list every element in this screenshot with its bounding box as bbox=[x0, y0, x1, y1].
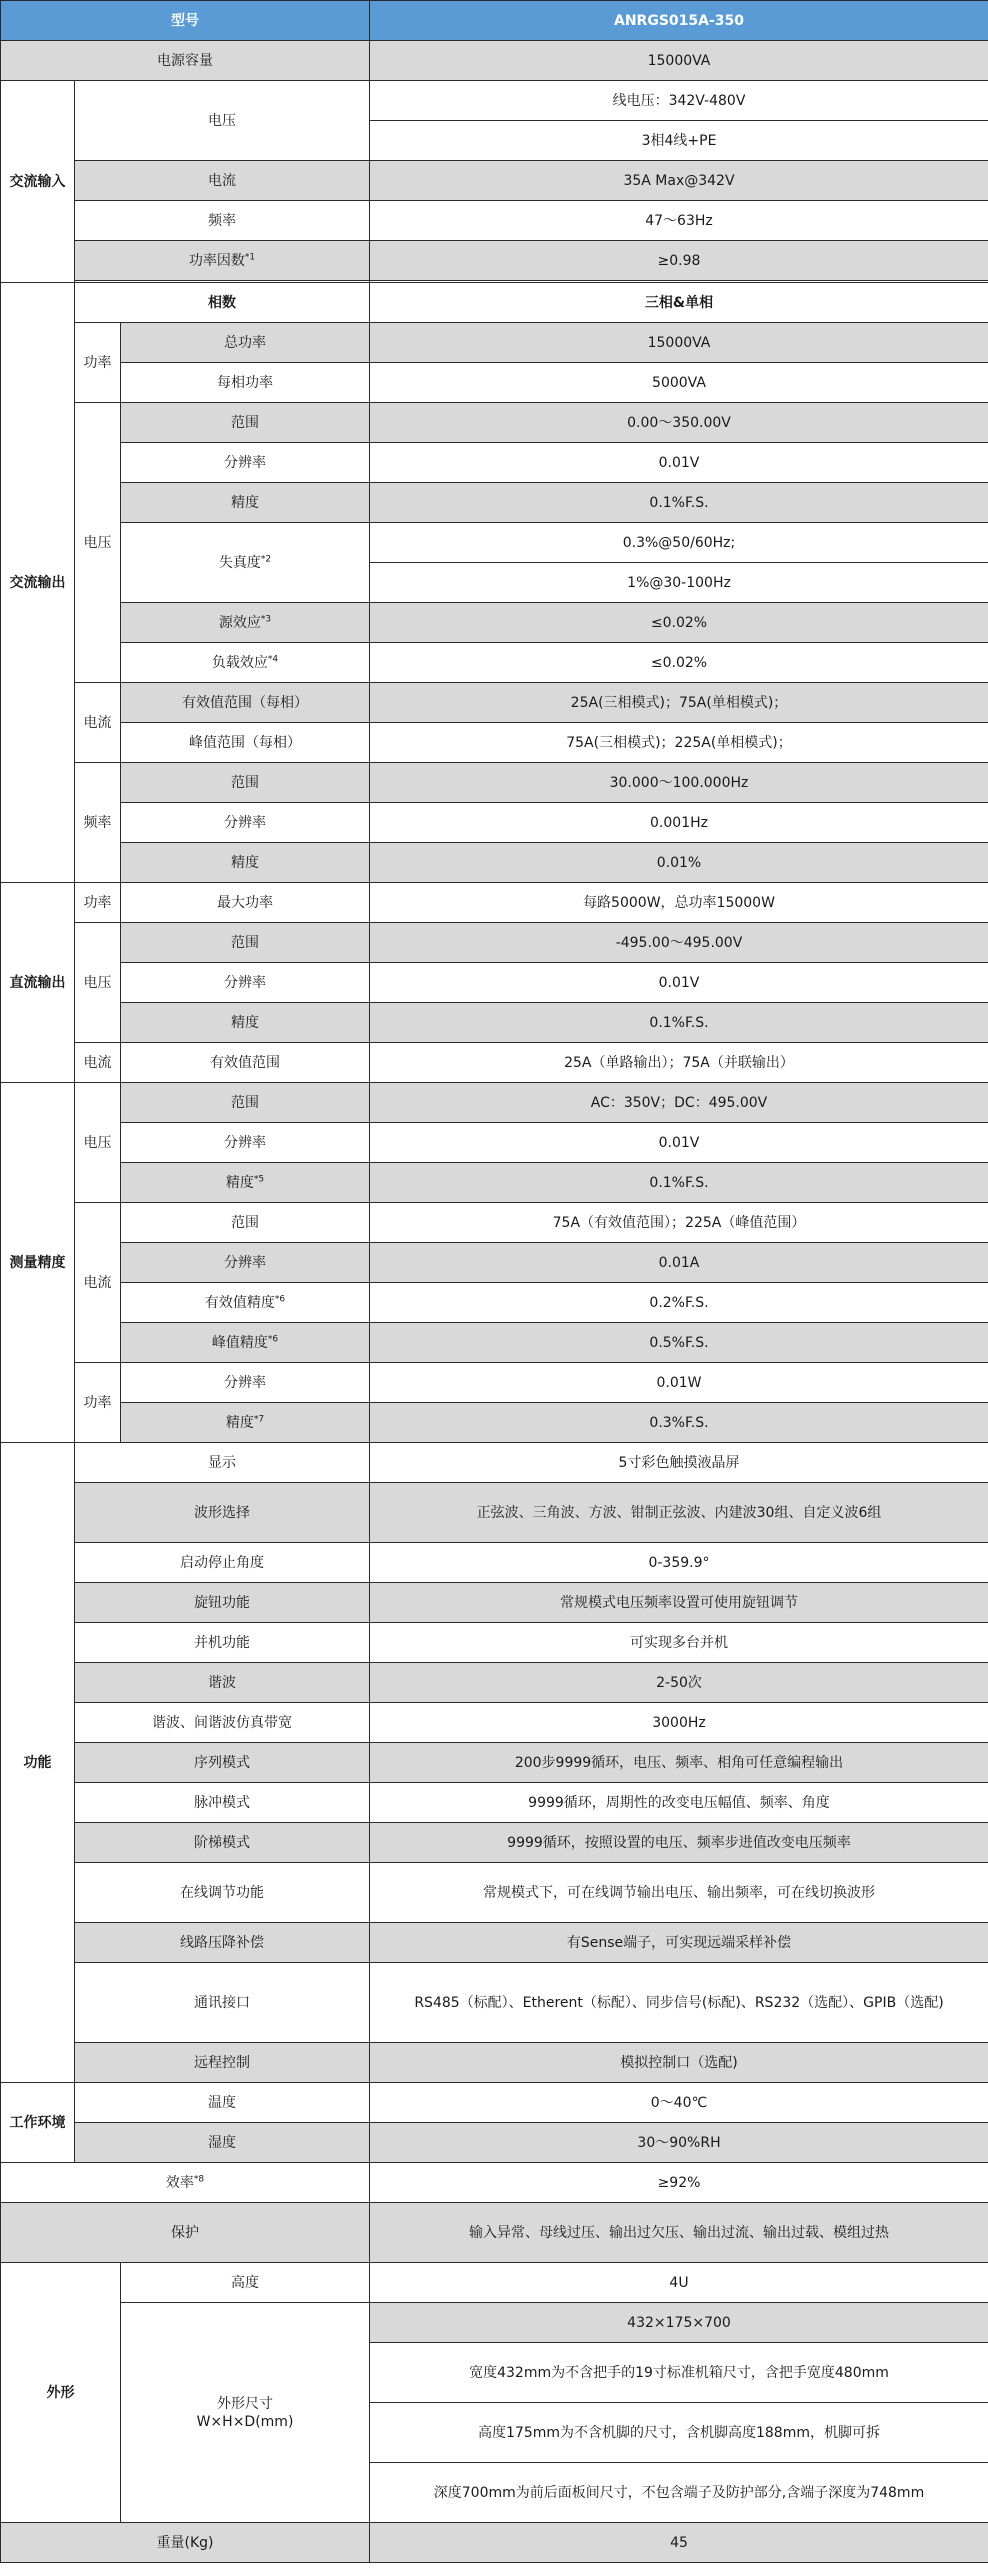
dc-output-voltage-label: 电压 bbox=[75, 923, 121, 1043]
meas-i-res-value: 0.01A bbox=[370, 1243, 988, 1283]
ac-input-pf-value: ≥0.98 bbox=[370, 241, 988, 281]
ac-input-current-label: 电流 bbox=[75, 161, 370, 201]
function-value: 9999循环，周期性的改变电压幅值、频率、角度 bbox=[370, 1783, 988, 1823]
ac-output-thd-value-2: 1%@30-100Hz bbox=[370, 563, 988, 603]
function-value: 可实现多台并机 bbox=[370, 1623, 988, 1663]
meas-v-range-value: AC：350V；DC：495.00V bbox=[370, 1083, 988, 1123]
dc-output-v-acc-value: 0.1%F.S. bbox=[370, 1003, 988, 1043]
ac-output-f-res-value: 0.001Hz bbox=[370, 803, 988, 843]
ac-output-phase-label: 相数 bbox=[75, 283, 370, 323]
table-row bbox=[1, 1743, 988, 1783]
ac-output-thd-value-1: 0.3%@50/60Hz; bbox=[370, 523, 988, 563]
dc-output-v-range-value: -495.00～495.00V bbox=[370, 923, 988, 963]
table-row bbox=[1, 2083, 988, 2123]
function-label: 显示 bbox=[75, 1443, 370, 1483]
table-row bbox=[1, 1123, 988, 1163]
table-row bbox=[1, 201, 988, 241]
table-row bbox=[1, 1323, 988, 1363]
dc-output-title: 直流输出 bbox=[1, 883, 75, 1083]
ac-output-load-reg-value: ≤0.02% bbox=[370, 643, 988, 683]
table-row bbox=[1, 1403, 988, 1443]
ac-input-title: 交流输入 bbox=[1, 81, 75, 283]
table-row bbox=[1, 1443, 988, 1483]
ac-input-current-value: 35A Max@342V bbox=[370, 161, 988, 201]
meas-i-range-value: 75A（有效值范围）；225A（峰值范围） bbox=[370, 1203, 988, 1243]
env-temp-value: 0～40℃ bbox=[370, 2083, 988, 2123]
dc-output-rms-label: 有效值范围 bbox=[121, 1043, 370, 1083]
function-label: 远程控制 bbox=[75, 2043, 370, 2083]
ac-output-v-acc-label: 精度 bbox=[121, 483, 370, 523]
meas-p-acc-value: 0.3%F.S. bbox=[370, 1403, 988, 1443]
table-row bbox=[1, 161, 988, 201]
ac-output-total-power-value: 15000VA bbox=[370, 323, 988, 363]
ac-output-f-acc-value: 0.01% bbox=[370, 843, 988, 883]
ac-output-rms-value: 25A(三相模式)；75A(单相模式)； bbox=[370, 683, 988, 723]
meas-current-label: 电流 bbox=[75, 1203, 121, 1363]
table-row bbox=[1, 241, 988, 281]
ac-output-f-acc-label: 精度 bbox=[121, 843, 370, 883]
table-row bbox=[1, 1003, 988, 1043]
dc-output-v-acc-label: 精度 bbox=[121, 1003, 370, 1043]
function-label: 启动停止角度 bbox=[75, 1543, 370, 1583]
meas-voltage-label: 电压 bbox=[75, 1083, 121, 1203]
appearance-height-value: 4U bbox=[370, 2263, 988, 2303]
table-row bbox=[1, 1283, 988, 1323]
protection-label: 保护 bbox=[1, 2203, 370, 2263]
table-row bbox=[1, 1923, 988, 1963]
dc-output-max-power-label: 最大功率 bbox=[121, 883, 370, 923]
appearance-width-note: 宽度432mm为不含把手的19寸标准机箱尺寸，含把手宽度480mm bbox=[370, 2343, 988, 2403]
table-row bbox=[1, 763, 988, 803]
function-label: 谐波 bbox=[75, 1663, 370, 1703]
function-label: 通讯接口 bbox=[75, 1963, 370, 2043]
meas-v-res-label: 分辨率 bbox=[121, 1123, 370, 1163]
meas-v-res-value: 0.01V bbox=[370, 1123, 988, 1163]
table-row bbox=[1, 41, 988, 81]
dc-output-max-power-value: 每路5000W，总功率15000W bbox=[370, 883, 988, 923]
ac-input-voltage-value-2: 3相4线+PE bbox=[370, 121, 988, 161]
meas-i-res-label: 分辨率 bbox=[121, 1243, 370, 1283]
ac-output-freq-label: 频率 bbox=[75, 763, 121, 883]
ac-output-peak-label: 峰值范围（每相） bbox=[121, 723, 370, 763]
appearance-depth-note: 深度700mm为前后面板间尺寸，不包含端子及防护部分,含端子深度为748mm bbox=[370, 2463, 988, 2523]
meas-v-acc-label: 精度$^{*5}$ bbox=[121, 1163, 370, 1203]
appearance-size-label: 外形尺寸 W×H×D(mm) bbox=[121, 2303, 370, 2523]
function-label: 并机功能 bbox=[75, 1623, 370, 1663]
dc-output-v-range-label: 范围 bbox=[121, 923, 370, 963]
meas-i-rms-acc-value: 0.2%F.S. bbox=[370, 1283, 988, 1323]
ac-output-total-power-label: 总功率 bbox=[121, 323, 370, 363]
table-row bbox=[1, 2203, 988, 2263]
table-row bbox=[1, 81, 988, 121]
ac-output-rms-label: 有效值范围（每相） bbox=[121, 683, 370, 723]
header-model-label: 型号 bbox=[1, 1, 370, 41]
table-row bbox=[1, 1203, 988, 1243]
weight-label: 重量(Kg) bbox=[1, 2523, 370, 2563]
ac-output-f-range-label: 范围 bbox=[121, 763, 370, 803]
function-label: 线路压降补偿 bbox=[75, 1923, 370, 1963]
dc-output-v-res-label: 分辨率 bbox=[121, 963, 370, 1003]
env-temp-label: 温度 bbox=[75, 2083, 370, 2123]
function-label: 脉冲模式 bbox=[75, 1783, 370, 1823]
table-row bbox=[1, 1163, 988, 1203]
dc-output-power-label: 功率 bbox=[75, 883, 121, 923]
table-row bbox=[1, 363, 988, 403]
function-label: 在线调节功能 bbox=[75, 1863, 370, 1923]
table-row bbox=[1, 643, 988, 683]
appearance-title: 外形 bbox=[1, 2263, 121, 2523]
ac-output-v-res-label: 分辨率 bbox=[121, 443, 370, 483]
table-row bbox=[1, 1083, 988, 1123]
table-row bbox=[1, 1663, 988, 1703]
table-row bbox=[1, 843, 988, 883]
table-row bbox=[1, 443, 988, 483]
ac-input-freq-label: 频率 bbox=[75, 201, 370, 241]
table-row bbox=[1, 2523, 988, 2563]
function-value: 常规模式电压频率设置可使用旋钮调节 bbox=[370, 1583, 988, 1623]
meas-i-range-label: 范围 bbox=[121, 1203, 370, 1243]
ac-input-freq-value: 47～63Hz bbox=[370, 201, 988, 241]
meas-p-res-label: 分辨率 bbox=[121, 1363, 370, 1403]
function-value: 正弦波、三角波、方波、钳制正弦波、内建波30组、自定义波6组 bbox=[370, 1483, 988, 1543]
ac-output-load-reg-label: 负载效应$^{*4}$ bbox=[121, 643, 370, 683]
functions-title: 功能 bbox=[1, 1443, 75, 2083]
function-value: 模拟控制口（选配) bbox=[370, 2043, 988, 2083]
table-row bbox=[1, 2123, 988, 2163]
function-label: 谐波、间谐波仿真带宽 bbox=[75, 1703, 370, 1743]
efficiency-label: 效率$^{*8}$ bbox=[1, 2163, 370, 2203]
meas-i-peak-acc-value: 0.5%F.S. bbox=[370, 1323, 988, 1363]
measurement-title: 测量精度 bbox=[1, 1083, 75, 1443]
ac-output-line-reg-label: 源效应$^{*3}$ bbox=[121, 603, 370, 643]
ac-output-power-label: 功率 bbox=[75, 323, 121, 403]
table-row bbox=[1, 963, 988, 1003]
ac-output-line-reg-value: ≤0.02% bbox=[370, 603, 988, 643]
function-value: RS485（标配）、Etherent（标配）、同步信号(标配)、RS232（选配）、GPIB（选配) bbox=[370, 1963, 988, 2043]
appearance-height-note: 高度175mm为不含机脚的尺寸，含机脚高度188mm，机脚可拆 bbox=[370, 2403, 988, 2463]
meas-v-range-label: 范围 bbox=[121, 1083, 370, 1123]
ac-output-f-range-value: 30.000～100.000Hz bbox=[370, 763, 988, 803]
table-row bbox=[1, 1823, 988, 1863]
table-row bbox=[1, 603, 988, 643]
function-value: 200步9999循环，电压、频率、相角可任意编程输出 bbox=[370, 1743, 988, 1783]
ac-input-voltage-value-1: 线电压：342V-480V bbox=[370, 81, 988, 121]
function-value: 5寸彩色触摸液晶屏 bbox=[370, 1443, 988, 1483]
table-row bbox=[1, 1363, 988, 1403]
table-row bbox=[1, 1483, 988, 1543]
environment-title: 工作环境 bbox=[1, 2083, 75, 2163]
ac-output-peak-value: 75A(三相模式)；225A(单相模式)； bbox=[370, 723, 988, 763]
function-value: 3000Hz bbox=[370, 1703, 988, 1743]
meas-i-rms-acc-label: 有效值精度$^{*6}$ bbox=[121, 1283, 370, 1323]
ac-output-phase-power-value: 5000VA bbox=[370, 363, 988, 403]
table-row bbox=[1, 403, 988, 443]
ac-output-title: 交流输出 bbox=[1, 283, 75, 883]
table-row bbox=[1, 483, 988, 523]
protection-value: 输入异常、母线过压、输出过欠压、输出过流、输出过载、模组过热 bbox=[370, 2203, 988, 2263]
env-humidity-label: 湿度 bbox=[75, 2123, 370, 2163]
dc-output-current-label: 电流 bbox=[75, 1043, 121, 1083]
ac-output-v-acc-value: 0.1%F.S. bbox=[370, 483, 988, 523]
table-row bbox=[1, 883, 988, 923]
ac-output-f-res-label: 分辨率 bbox=[121, 803, 370, 843]
ac-output-phase-value: 三相&单相 bbox=[370, 283, 988, 323]
table-row bbox=[1, 1583, 988, 1623]
function-label: 旋钮功能 bbox=[75, 1583, 370, 1623]
table-row bbox=[1, 723, 988, 763]
function-label: 序列模式 bbox=[75, 1743, 370, 1783]
meas-power-label: 功率 bbox=[75, 1363, 121, 1443]
table-row bbox=[1, 1783, 988, 1823]
function-value: 9999循环，按照设置的电压、频率步进值改变电压频率 bbox=[370, 1823, 988, 1863]
table-row bbox=[1, 523, 988, 563]
ac-input-pf-label: 功率因数$^{*1}$ bbox=[75, 241, 370, 281]
function-value: 2-50次 bbox=[370, 1663, 988, 1703]
table-row bbox=[1, 2303, 988, 2343]
function-value: 0-359.9° bbox=[370, 1543, 988, 1583]
function-value: 有Sense端子，可实现远端采样补偿 bbox=[370, 1923, 988, 1963]
env-humidity-value: 30～90%RH bbox=[370, 2123, 988, 2163]
ac-output-v-range-value: 0.00～350.00V bbox=[370, 403, 988, 443]
table-row bbox=[1, 1, 988, 41]
ac-input-voltage-label: 电压 bbox=[75, 81, 370, 161]
table-row bbox=[1, 1703, 988, 1743]
weight-value: 45 bbox=[370, 2523, 988, 2563]
table-row bbox=[1, 2163, 988, 2203]
meas-v-acc-value: 0.1%F.S. bbox=[370, 1163, 988, 1203]
function-label: 阶梯模式 bbox=[75, 1823, 370, 1863]
table-row bbox=[1, 923, 988, 963]
capacity-value: 15000VA bbox=[370, 41, 988, 81]
table-row bbox=[1, 1543, 988, 1583]
dc-output-rms-value: 25A（单路输出）；75A（并联输出） bbox=[370, 1043, 988, 1083]
dc-output-v-res-value: 0.01V bbox=[370, 963, 988, 1003]
table-row bbox=[1, 803, 988, 843]
meas-p-res-value: 0.01W bbox=[370, 1363, 988, 1403]
efficiency-value: ≥92% bbox=[370, 2163, 988, 2203]
table-row bbox=[1, 1243, 988, 1283]
ac-output-current-label: 电流 bbox=[75, 683, 121, 763]
table-row bbox=[1, 2043, 988, 2083]
appearance-height-label: 高度 bbox=[121, 2263, 370, 2303]
appearance-size-value: 432×175×700 bbox=[370, 2303, 988, 2343]
header-model-value: ANRGS015A-350 bbox=[370, 1, 988, 41]
table-row bbox=[1, 323, 988, 363]
table-row bbox=[1, 2263, 988, 2303]
meas-p-acc-label: 精度$^{*7}$ bbox=[121, 1403, 370, 1443]
table-row bbox=[1, 1963, 988, 2043]
ac-output-phase-power-label: 每相功率 bbox=[121, 363, 370, 403]
function-label: 波形选择 bbox=[75, 1483, 370, 1543]
table-row bbox=[1, 1863, 988, 1923]
table-row bbox=[1, 1623, 988, 1663]
ac-output-thd-label: 失真度$^{*2}$ bbox=[121, 523, 370, 603]
capacity-label: 电源容量 bbox=[1, 41, 370, 81]
ac-output-voltage-label: 电压 bbox=[75, 403, 121, 683]
meas-i-peak-acc-label: 峰值精度$^{*6}$ bbox=[121, 1323, 370, 1363]
ac-output-v-range-label: 范围 bbox=[121, 403, 370, 443]
table-row bbox=[1, 283, 988, 323]
table-row bbox=[1, 1043, 988, 1083]
function-value: 常规模式下，可在线调节输出电压、输出频率，可在线切换波形 bbox=[370, 1863, 988, 1923]
ac-output-v-res-value: 0.01V bbox=[370, 443, 988, 483]
table-row bbox=[1, 683, 988, 723]
